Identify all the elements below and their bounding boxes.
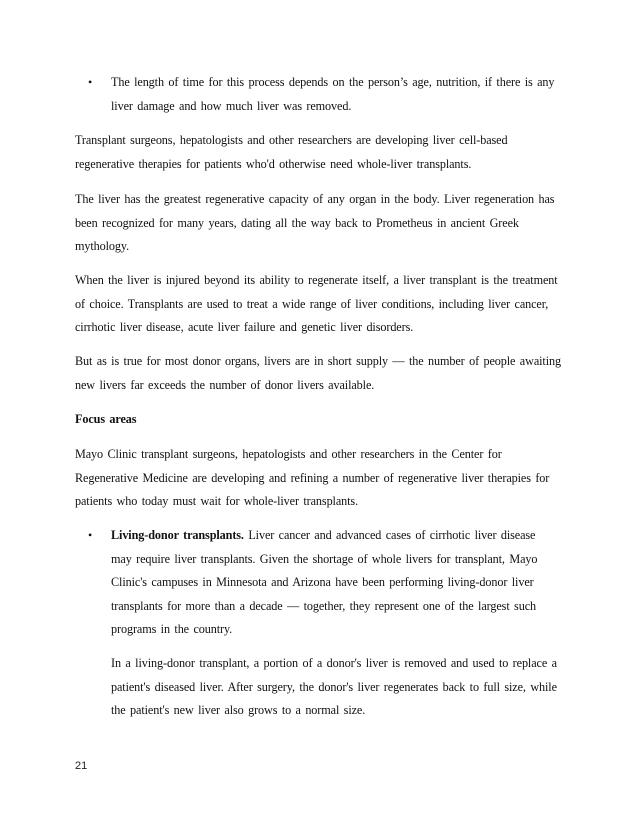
bullet-marker: •	[88, 75, 93, 89]
para-3-line-1: When the liver is injured beyond its ability to regenerate itself, a liver transplant is the treatment	[75, 273, 558, 287]
section-heading: Focus areas	[75, 412, 137, 426]
bullet-2-line-3: Clinic's campuses in Minnesota and Arizona have been performing living-donor liver	[111, 575, 534, 589]
para-3-line-3: cirrhotic liver disease, acute liver failure and genetic liver disorders.	[75, 320, 414, 334]
para-2-line-3: mythology.	[75, 239, 130, 253]
bullet-2-line-4: transplants for more than a decade — together, they represent one of the largest such	[111, 599, 536, 613]
para-5-line-1: Mayo Clinic transplant surgeons, hepatologists and other researchers in the Center for	[75, 447, 502, 461]
para-3-line-2: of choice. Transplants are used to treat a wide range of liver conditions, including liver cancer,	[75, 297, 549, 311]
bullet-2-sub-line-1: In a living-donor transplant, a portion of a donor's liver is removed and used to replace a	[111, 656, 557, 670]
bullet-marker: •	[88, 528, 93, 542]
bullet-2-line-1	[111, 528, 535, 542]
para-4-line-1: But as is true for most donor organs, livers are in short supply — the number of people awaiting	[75, 354, 561, 368]
para-5-line-3: patients who today must wait for whole-liver transplants.	[75, 494, 359, 508]
para-5-line-2: Regenerative Medicine are developing and refining a number of regenerative liver therapies for	[75, 471, 550, 485]
para-2-line-2: been recognized for many years, dating all the way back to Prometheus in ancient Greek	[75, 216, 519, 230]
bullet-2-line-2: may require liver transplants. Given the shortage of whole livers for transplant, Mayo	[111, 552, 538, 566]
bullet-1-line-1: The length of time for this process depends on the person’s age, nutrition, if there is any	[111, 75, 555, 89]
bullet-2-title: Living-donor transplants.	[111, 528, 244, 542]
bullet-2-line-5: programs in the country.	[111, 622, 233, 636]
para-2-line-1: The liver has the greatest regenerative capacity of any organ in the body. Liver regeneration has	[75, 192, 555, 206]
page-number: 21	[75, 760, 88, 772]
bullet-1-line-2: liver damage and how much liver was removed.	[111, 99, 352, 113]
para-1-line-2: regenerative therapies for patients who'd otherwise need whole-liver transplants.	[75, 157, 472, 171]
bullet-2-sub-line-2: patient's diseased liver. After surgery, the donor's liver regenerates back to full size, while	[111, 680, 557, 694]
para-1-line-1: Transplant surgeons, hepatologists and other researchers are developing liver cell-based	[75, 133, 508, 147]
bullet-2-sub-line-3: the patient's new liver also grows to a normal size.	[111, 703, 366, 717]
para-4-line-2: new livers far exceeds the number of donor livers available.	[75, 378, 375, 392]
bullet-2-first-line-rest: Liver cancer and advanced cases of cirrhotic liver disease	[243, 528, 536, 542]
